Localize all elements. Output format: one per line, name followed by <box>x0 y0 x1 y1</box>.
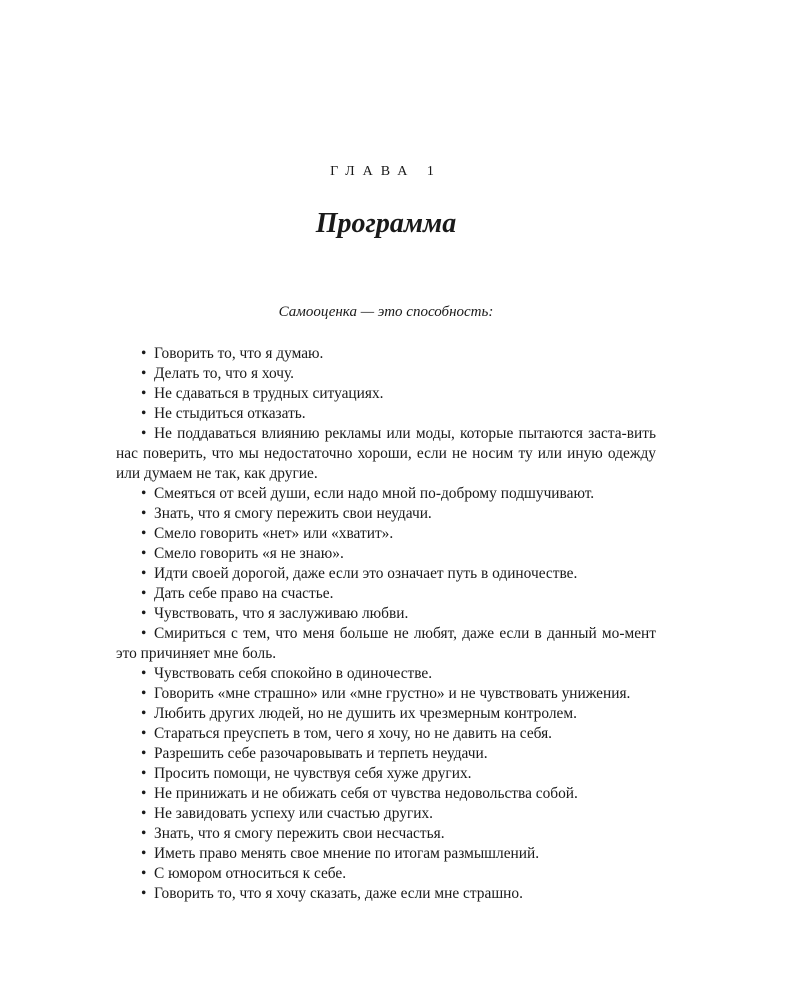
list-item-text: Не стыдиться отказать. <box>154 405 306 422</box>
list-item <box>116 784 656 804</box>
list-item <box>116 564 656 584</box>
bullet-icon: • <box>141 825 147 842</box>
list-item-text: Чувствовать, что я заслуживаю любви. <box>154 605 409 622</box>
list-item <box>116 404 656 424</box>
list-item <box>116 864 656 884</box>
bullet-icon: • <box>141 805 147 822</box>
bullet-icon: • <box>141 485 147 502</box>
list-item-text: Делать то, что я хочу. <box>154 365 295 382</box>
list-item <box>116 824 656 844</box>
bullet-icon: • <box>141 865 147 882</box>
bullet-icon: • <box>141 405 147 422</box>
list-item-text: Идти своей дорогой, даже если это означает путь в одиночестве. <box>154 565 578 582</box>
list-item <box>116 384 656 404</box>
bullet-icon: • <box>141 505 147 522</box>
bullet-icon: • <box>141 845 147 862</box>
list-item <box>116 424 656 484</box>
list-item <box>116 484 656 504</box>
list-item-text: Не принижать и не обижать себя от чувства недовольства собой. <box>154 785 578 802</box>
bullet-icon: • <box>141 725 147 742</box>
bullet-icon: • <box>141 625 147 642</box>
bullet-icon: • <box>141 585 147 602</box>
list-item <box>116 584 656 604</box>
list-item-text: Просить помощи, не чувствуя себя хуже других. <box>154 765 472 782</box>
bullet-icon: • <box>141 385 147 402</box>
list-item <box>116 804 656 824</box>
list-item-text: Дать себе право на счастье. <box>154 585 334 602</box>
list-item <box>116 844 656 864</box>
list-item <box>116 684 656 704</box>
list-item <box>116 744 656 764</box>
chapter-title: Программа <box>315 208 457 239</box>
bullet-icon: • <box>141 545 147 562</box>
list-item <box>116 724 656 744</box>
list-item <box>116 344 656 364</box>
list-item-text: Знать, что я смогу пережить свои несчастья. <box>154 825 445 842</box>
list-item-text: Не поддаваться влиянию рекламы или моды, которые пытаются заста-вить нас поверить, что мы недостаточно хороши, если не носим ту или иную одежду или думаем не так, как другие. <box>116 425 656 482</box>
list-item-text: Любить других людей, но не душить их чрезмерным контролем. <box>154 705 577 722</box>
list-item-text: Смириться с тем, что меня больше не любят, даже если в данный мо-мент это причиняет мне боль. <box>116 625 656 662</box>
list-item-text: Не сдаваться в трудных ситуациях. <box>154 385 384 402</box>
list-item <box>116 504 656 524</box>
list-item-text: Говорить то, что я думаю. <box>154 345 324 362</box>
bullet-icon: • <box>141 525 147 542</box>
bullet-icon: • <box>141 365 147 382</box>
bullet-icon: • <box>141 705 147 722</box>
bullet-icon: • <box>141 765 147 782</box>
list-item <box>116 604 656 624</box>
list-item <box>116 524 656 544</box>
list-item-text: Смело говорить «я не знаю». <box>154 545 344 562</box>
bullet-icon: • <box>141 745 147 762</box>
list-item-text: Смеяться от всей души, если надо мной по-доброму подшучивают. <box>154 485 595 502</box>
list-item-text: Стараться преуспеть в том, чего я хочу, но не давить на себя. <box>154 725 553 742</box>
list-item-text: Разрешить себе разочаровывать и терпеть неудачи. <box>154 745 488 762</box>
list-item <box>116 544 656 564</box>
self-esteem-list <box>116 344 656 904</box>
bullet-icon: • <box>141 685 147 702</box>
intro-line: Самооценка — это способность: <box>278 304 494 320</box>
bullet-icon: • <box>141 345 147 362</box>
bullet-icon: • <box>141 785 147 802</box>
list-item-text: Чувствовать себя спокойно в одиночестве. <box>154 665 433 682</box>
bullet-icon: • <box>141 885 147 902</box>
book-page <box>116 0 656 1000</box>
list-item-text: Говорить «мне страшно» или «мне грустно» и не чувствовать унижения. <box>154 685 631 702</box>
bullet-icon: • <box>141 605 147 622</box>
list-item-text: Смело говорить «нет» или «хватит». <box>154 525 394 542</box>
list-item <box>116 664 656 684</box>
list-item <box>116 764 656 784</box>
list-item <box>116 884 656 904</box>
bullet-icon: • <box>141 665 147 682</box>
list-item-text: Иметь право менять свое мнение по итогам размышлений. <box>154 845 540 862</box>
bullet-icon: • <box>141 565 147 582</box>
bullet-icon: • <box>141 425 147 442</box>
list-item-text: Знать, что я смогу пережить свои неудачи. <box>154 505 432 522</box>
list-item <box>116 364 656 384</box>
list-item <box>116 704 656 724</box>
chapter-label: ГЛАВА 1 <box>330 164 442 179</box>
list-item-text: Не завидовать успеху или счастью других. <box>154 805 433 822</box>
list-item <box>116 624 656 664</box>
list-item-text: С юмором относиться к себе. <box>154 865 347 882</box>
list-item-text: Говорить то, что я хочу сказать, даже если мне страшно. <box>154 885 523 902</box>
